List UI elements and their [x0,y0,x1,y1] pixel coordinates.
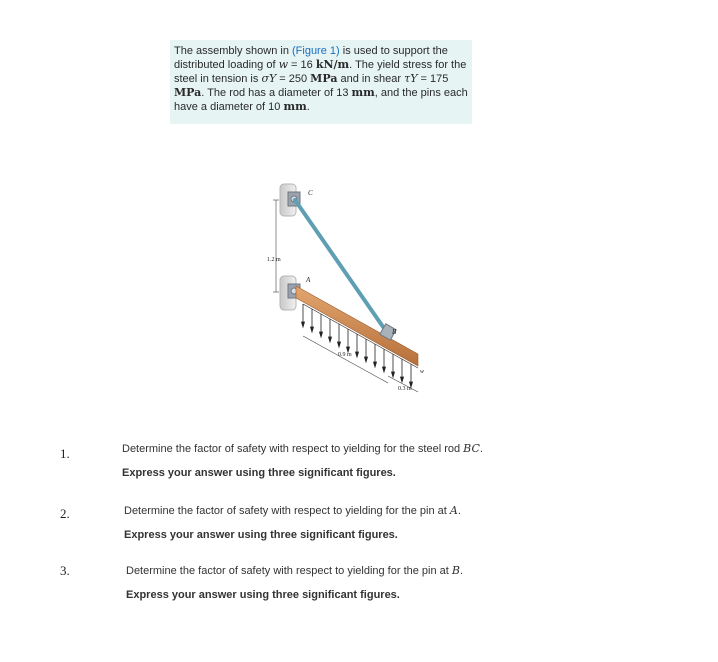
question-1-text [122,442,483,455]
tau-symbol: τY [404,72,418,85]
intro-text-4: and in shear [337,73,405,85]
question-3-suffix: . [459,565,464,577]
sigma-symbol: σY [261,72,277,85]
question-2-instruction: Express your answer using three significant figures. [124,529,398,541]
dim-span-label: 0.9 m [338,352,352,358]
question-1 [122,442,483,479]
sigma-equals: = 250 [276,73,311,85]
question-3-prefix: Determine the factor of safety with respect to yielding for the pin at [126,565,452,577]
intro-text-1: The assembly shown in [174,45,292,57]
question-3-number: 3. [60,563,70,578]
w-symbol: w [278,58,288,71]
label-b: B [392,328,397,336]
question-2-symbol: A [449,504,458,517]
intro-text-2: is used to support the distributed loading of [174,45,448,71]
question-2 [124,504,461,541]
w-equals: = 16 [288,59,316,71]
label-c: C [308,189,313,197]
question-1-instruction: Express your answer using three significant figures. [122,467,396,479]
height-dimension [273,200,279,292]
question-2-number: 2. [60,506,70,521]
question-1-suffix: . [479,443,483,455]
label-w: w [420,369,425,375]
question-2-text [124,504,461,517]
question-3-text [126,564,463,577]
question-3-symbol: B [451,564,460,577]
question-2-prefix: Determine the factor of safety with respect to yielding for the pin at [124,505,450,517]
tau-unit: MPa [174,86,202,99]
w-unit: kN/m [315,58,350,71]
dim-height-label: 1.2 m [267,257,281,263]
figure-link[interactable]: (Figure 1) [292,45,340,57]
assembly-figure [258,176,438,406]
question-3 [126,564,463,601]
question-1-number: 1. [60,446,70,461]
intro-text-7: . [306,101,310,113]
intro-text-3: . The yield stress for the steel in tension is [174,59,467,85]
rod-unit: mm [351,86,375,99]
problem-statement [170,40,472,124]
question-1-prefix: Determine the factor of safety with respect to yielding for the steel rod [122,443,464,455]
tau-equals: = 175 [417,73,449,85]
dim-overhang-label: 0.3 m [398,386,412,392]
question-2-suffix: . [457,505,461,517]
pin-unit: mm [283,100,307,113]
intro-text-5: . The rod has a diameter of 13 [201,87,352,99]
intro-text-6: , and the pins each have a diameter of 10 [174,87,468,113]
question-3-instruction: Express your answer using three significant figures. [126,589,400,601]
label-a: A [306,276,311,284]
sigma-unit: MPa [310,72,338,85]
question-1-symbol: BC [463,442,480,455]
